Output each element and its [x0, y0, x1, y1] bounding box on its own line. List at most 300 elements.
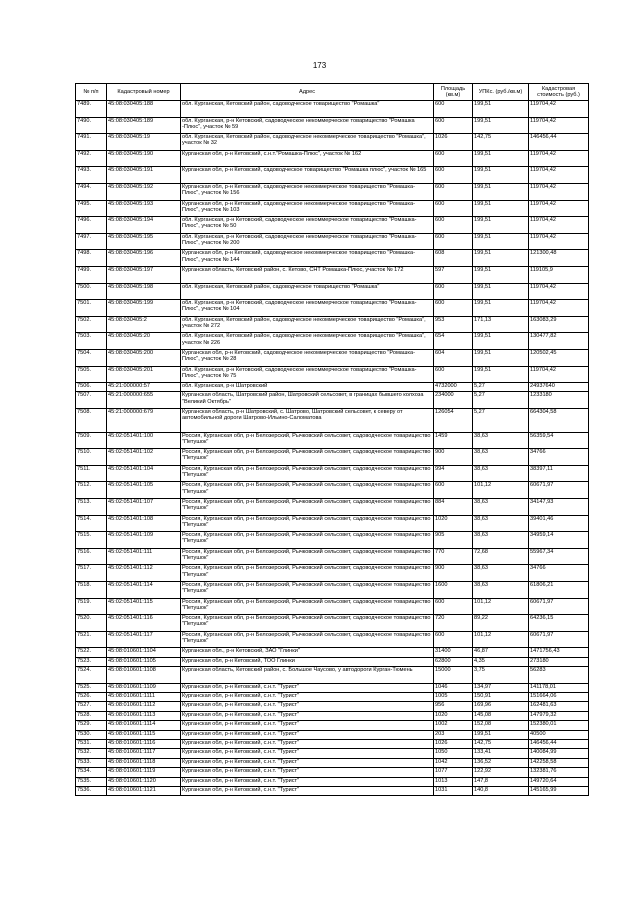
area: 4732000: [434, 383, 473, 392]
address: Курганская обл, р-н Кетовский, с.н.т. "Турист": [181, 786, 434, 795]
upks: 46,87: [473, 648, 529, 657]
table-row: [76, 615, 589, 632]
area: 1020: [434, 515, 473, 532]
table-header-row: [76, 84, 589, 101]
address: обл. Курганская, р-н Кетовский, садоводческое некоммерческое товарищество "Ромашка-Плюс", участок № 104: [181, 300, 434, 317]
row-num: 7516.: [76, 548, 107, 565]
cadastral-value: 119704,42: [529, 300, 589, 317]
upks: 38,63: [473, 432, 529, 449]
row-num: 7504.: [76, 349, 107, 366]
cadastral-number: 45:08:010601:1104: [107, 648, 181, 657]
table-row: [76, 167, 589, 184]
address: Курганская обл, р-н Кетовский, садоводческое некоммерческое товарищество "Ромашка-Плюс", участок № 28: [181, 349, 434, 366]
address: обл. Курганская, Кетовский район, садоводческое товарищество "Ромашка": [181, 283, 434, 300]
upks: 38,63: [473, 581, 529, 598]
upks: 3,75: [473, 667, 529, 684]
cadastral-value: 38397,11: [529, 465, 589, 482]
row-num: 7495.: [76, 200, 107, 217]
cadastral-value: 34766: [529, 565, 589, 582]
address: обл. Курганская, Кетовский район, садоводческое некоммерческое товарищество "Ромашка", участок № 226: [181, 333, 434, 350]
cadastral-value: 119704,42: [529, 366, 589, 383]
address: обл. Курганская, Кетовский район, садоводческое некоммерческое товарищество "Ромашка", участок № 272: [181, 316, 434, 333]
table-row: [76, 217, 589, 234]
table-row: [76, 667, 589, 684]
row-num: 7511.: [76, 465, 107, 482]
header-address: Адрес: [181, 84, 434, 101]
cadastral-value: 60671,97: [529, 631, 589, 648]
upks: 199,51: [473, 117, 529, 134]
upks: 169,96: [473, 702, 529, 711]
area: 1026: [434, 134, 473, 151]
cadastral-number: 45:02:051401:112: [107, 565, 181, 582]
upks: 5,27: [473, 409, 529, 433]
row-num: 7532.: [76, 749, 107, 758]
cadastral-value: 149720,64: [529, 777, 589, 786]
row-num: 7508.: [76, 409, 107, 433]
address: Курганская обл, р-н Кетовский, с.н.т. "Турист": [181, 768, 434, 777]
cadastral-number: 45:02:051401:100: [107, 432, 181, 449]
header-num: № п/п: [76, 84, 107, 101]
upks: 199,51: [473, 167, 529, 184]
table-row: [76, 702, 589, 711]
address: обл. Курганская, р-н Кетовский, садоводческое некоммерческое товарищество "Ромашка-Плюс", участок № 75: [181, 366, 434, 383]
area: 600: [434, 283, 473, 300]
table-row: [76, 250, 589, 267]
cadastral-value: 24937640: [529, 383, 589, 392]
cadastral-number: 45:08:010601:1105: [107, 657, 181, 666]
cadastral-number: 45:02:051401:114: [107, 581, 181, 598]
row-num: 7494.: [76, 183, 107, 200]
table-row: [76, 316, 589, 333]
area: 905: [434, 532, 473, 549]
table-row: [76, 349, 589, 366]
row-num: 7501.: [76, 300, 107, 317]
cadastral-value: 119704,42: [529, 117, 589, 134]
header-cadastral-number: Кадастровый номер: [107, 84, 181, 101]
area: 953: [434, 316, 473, 333]
area: 600: [434, 631, 473, 648]
area: 600: [434, 117, 473, 134]
area: 1026: [434, 740, 473, 749]
table-row: [76, 515, 589, 532]
cadastral-number: 45:08:030405:197: [107, 266, 181, 283]
row-num: 7492.: [76, 150, 107, 167]
row-num: 7489.: [76, 101, 107, 118]
table-row: [76, 758, 589, 767]
row-num: 7528.: [76, 711, 107, 720]
row-num: 7531.: [76, 740, 107, 749]
row-num: 7526.: [76, 693, 107, 702]
address: Курганская обл, р-н Кетовский, с.н.т. "Турист": [181, 693, 434, 702]
upks: 136,52: [473, 758, 529, 767]
area: 600: [434, 217, 473, 234]
cadastral-value: 34959,14: [529, 532, 589, 549]
upks: 199,51: [473, 150, 529, 167]
area: 600: [434, 183, 473, 200]
cadastral-number: 45:08:010601:1111: [107, 693, 181, 702]
cadastral-value: 119704,42: [529, 233, 589, 250]
row-num: 7524.: [76, 667, 107, 684]
address: Курганская область, Кетовский район, с. Большое Чаусово, у автодороги Курган-Тюмень: [181, 667, 434, 684]
table-row: [76, 631, 589, 648]
upks: 142,75: [473, 740, 529, 749]
area: 600: [434, 200, 473, 217]
row-num: 7520.: [76, 615, 107, 632]
upks: 171,13: [473, 316, 529, 333]
cadastral-value: 119105,9: [529, 266, 589, 283]
header-upks: УПКс. (руб./кв.м): [473, 84, 529, 101]
upks: 38,63: [473, 449, 529, 466]
row-num: 7509.: [76, 432, 107, 449]
cadastral-number: 45:02:051401:108: [107, 515, 181, 532]
row-num: 7507.: [76, 392, 107, 409]
address: Курганская обл, р-н Кетовский, ТОО Глинки: [181, 657, 434, 666]
cadastral-value: 140084,99: [529, 749, 589, 758]
cadastral-value: 142258,58: [529, 758, 589, 767]
area: 1050: [434, 749, 473, 758]
upks: 38,63: [473, 465, 529, 482]
area: 600: [434, 101, 473, 118]
area: 31400: [434, 648, 473, 657]
table-row: [76, 683, 589, 692]
cadastral-number: 45:08:030405:2: [107, 316, 181, 333]
table-row: [76, 449, 589, 466]
area: 600: [434, 482, 473, 499]
area: 1046: [434, 683, 473, 692]
cadastral-number: 45:08:030405:200: [107, 349, 181, 366]
table-row: [76, 183, 589, 200]
cadastral-number: 45:08:010601:1109: [107, 683, 181, 692]
address: Россия, Курганская обл, р-н Белозерский, Рычковский сельсовет, садоводческое товарищество "Петушок": [181, 515, 434, 532]
row-num: 7500.: [76, 283, 107, 300]
area: 654: [434, 333, 473, 350]
address: Курганская область, Кетовский район, с. Кетово, СНТ Ромашка-Плюс, участок № 172: [181, 266, 434, 283]
cadastral-value: 162481,63: [529, 702, 589, 711]
cadastral-value: 146456,44: [529, 134, 589, 151]
table-body: [76, 101, 589, 796]
cadastral-number: 45:08:030405:194: [107, 217, 181, 234]
upks: 38,63: [473, 532, 529, 549]
header-area: Площадь (кв.м): [434, 84, 473, 101]
cadastral-value: 34766: [529, 449, 589, 466]
area: 1005: [434, 693, 473, 702]
address: Россия, Курганская обл, р-н Белозерский, Рычковский сельсовет, садоводческое товарищество "Петушок": [181, 482, 434, 499]
cadastral-value: 119704,42: [529, 217, 589, 234]
upks: 38,63: [473, 498, 529, 515]
cadastral-number: 45:08:030405:199: [107, 300, 181, 317]
address: Россия, Курганская обл, р-н Белозерский, Рычковский сельсовет, садоводческое товарищество "Петушок": [181, 532, 434, 549]
address: Курганская обл, р-н Кетовский, с.н.т. "Турист": [181, 777, 434, 786]
address: Россия, Курганская обл, р-н Белозерский, Рычковский сельсовет, садоводческое товарищество "Петушок": [181, 581, 434, 598]
cadastral-number: 45:02:051401:116: [107, 615, 181, 632]
address: Россия, Курганская обл, р-н Белозерский, Рычковский сельсовет, садоводческое товарищество "Петушок": [181, 498, 434, 515]
row-num: 7522.: [76, 648, 107, 657]
area: 600: [434, 366, 473, 383]
cadastral-number: 45:21:000000:655: [107, 392, 181, 409]
upks: 101,12: [473, 482, 529, 499]
row-num: 7506.: [76, 383, 107, 392]
table-row: [76, 498, 589, 515]
area: 1042: [434, 758, 473, 767]
row-num: 7534.: [76, 768, 107, 777]
table-row: [76, 432, 589, 449]
table-row: [76, 333, 589, 350]
table-row: [76, 648, 589, 657]
upks: 199,51: [473, 730, 529, 739]
area: 1013: [434, 777, 473, 786]
row-num: 7499.: [76, 266, 107, 283]
table-row: [76, 532, 589, 549]
address: Курганская обл, р-н Кетовский, с.н.т. "Турист": [181, 721, 434, 730]
address: обл. Курганская, р-н Кетовский, садоводческое некоммерческое товарищество "Ромашка -Плюс", участок № 59: [181, 117, 434, 134]
table-row: [76, 721, 589, 730]
address: Курганская обл, р-н Кетовский, с.н.т. "Турист": [181, 749, 434, 758]
area: 604: [434, 349, 473, 366]
area: 1002: [434, 721, 473, 730]
table-row: [76, 366, 589, 383]
upks: 152,08: [473, 721, 529, 730]
row-num: 7536.: [76, 786, 107, 795]
table-row: [76, 657, 589, 666]
cadastral-value: 119704,42: [529, 167, 589, 184]
cadastral-value: 152380,01: [529, 721, 589, 730]
address: обл. Курганская, Кетовский район, садоводческое некоммерческое товарищество "Ромашка", участок № 32: [181, 134, 434, 151]
cadastral-value: 119704,42: [529, 283, 589, 300]
row-num: 7525.: [76, 683, 107, 692]
cadastral-value: 61806,21: [529, 581, 589, 598]
row-num: 7502.: [76, 316, 107, 333]
address: Россия, Курганская обл, р-н Белозерский, Рычковский сельсовет, садоводческое товарищество "Петушок": [181, 449, 434, 466]
table-row: [76, 598, 589, 615]
upks: 150,91: [473, 693, 529, 702]
address: Курганская область, р-н Шатровский, с. Шатрово, Шатровский сельсовет, к северу от автомобильной дороги Шатрово-Ильино-Саломатова: [181, 409, 434, 433]
table-row: [76, 383, 589, 392]
row-num: 7503.: [76, 333, 107, 350]
area: 956: [434, 702, 473, 711]
area: 203: [434, 730, 473, 739]
address: Курганская обл, р-н Кетовский, садоводческое некоммерческое товарищество "Ромашка-Плюс", участок № 103: [181, 200, 434, 217]
upks: 199,51: [473, 101, 529, 118]
address: обл. Курганская, р-н Кетовский, садоводческое некоммерческое товарищество "Ромашка-Плюс", участок № 50: [181, 217, 434, 234]
address: Россия, Курганская обл, р-н Белозерский, Рычковский сельсовет, садоводческое товарищество "Петушок": [181, 432, 434, 449]
row-num: 7514.: [76, 515, 107, 532]
cadastral-value: 121300,48: [529, 250, 589, 267]
cadastral-number: 45:21:000000:679: [107, 409, 181, 433]
row-num: 7510.: [76, 449, 107, 466]
cadastral-number: 45:08:010601:1114: [107, 721, 181, 730]
cadastral-value: 119704,42: [529, 183, 589, 200]
upks: 134,97: [473, 683, 529, 692]
cadastral-value: 40500: [529, 730, 589, 739]
row-num: 7530.: [76, 730, 107, 739]
upks: 89,22: [473, 615, 529, 632]
cadastral-value: 664304,58: [529, 409, 589, 433]
row-num: 7493.: [76, 167, 107, 184]
cadastral-number: 45:08:030405:198: [107, 283, 181, 300]
address: Курганская обл., р-н Кетовский, ЗАО "Глинки": [181, 648, 434, 657]
address: Курганская обл, р-н Кетовский, с.н.т. "Турист": [181, 730, 434, 739]
upks: 199,51: [473, 217, 529, 234]
area: 900: [434, 449, 473, 466]
page-number: 173: [312, 61, 327, 70]
address: Курганская обл, р-н Кетовский, садоводческое некоммерческое товарищество "Ромашка-Плюс", участок № 156: [181, 183, 434, 200]
cadastral-value: 273180: [529, 657, 589, 666]
cadastral-value: 34147,93: [529, 498, 589, 515]
table-row: [76, 283, 589, 300]
address: Курганская обл, р-н Кетовский, садоводческое товарищество "Ромашка плюс", участок № 165: [181, 167, 434, 184]
cadastral-value: 120502,45: [529, 349, 589, 366]
area: 597: [434, 266, 473, 283]
upks: 199,51: [473, 366, 529, 383]
address: обл. Курганская, р-н Шатровский: [181, 383, 434, 392]
address: Курганская обл, р-н Кетовский, с.н.т. "Турист": [181, 740, 434, 749]
table-row: [76, 565, 589, 582]
address: обл. Курганская, Кетовский район, садоводческое товарищество "Ромашка": [181, 101, 434, 118]
table-row: [76, 300, 589, 317]
table-row: [76, 749, 589, 758]
cadastral-number: 45:08:030405:192: [107, 183, 181, 200]
area: 600: [434, 598, 473, 615]
cadastral-number: 45:08:030405:201: [107, 366, 181, 383]
area: 234000: [434, 392, 473, 409]
row-num: 7515.: [76, 532, 107, 549]
table-row: [76, 730, 589, 739]
upks: 145,08: [473, 711, 529, 720]
upks: 147,8: [473, 777, 529, 786]
row-num: 7535.: [76, 777, 107, 786]
upks: 199,51: [473, 250, 529, 267]
area: 1031: [434, 786, 473, 795]
cadastral-number: 45:08:010601:1108: [107, 667, 181, 684]
cadastral-value: 151664,06: [529, 693, 589, 702]
table-row: [76, 266, 589, 283]
table-row: [76, 740, 589, 749]
row-num: 7513.: [76, 498, 107, 515]
row-num: 7533.: [76, 758, 107, 767]
upks: 72,68: [473, 548, 529, 565]
address: Курганская область, Шатровский район, Шатровский сельсовет, в границах бывшего колхоза "Великий Октябрь": [181, 392, 434, 409]
row-num: 7490.: [76, 117, 107, 134]
upks: 142,75: [473, 134, 529, 151]
upks: 199,51: [473, 183, 529, 200]
cadastral-value: 119704,42: [529, 101, 589, 118]
address: Россия, Курганская обл, р-н Белозерский, Рычковский сельсовет, садоводческое товарищество "Петушок": [181, 565, 434, 582]
area: 1600: [434, 581, 473, 598]
header-cadastral-value: Кадастровая стоимость (руб.): [529, 84, 589, 101]
table-row: [76, 768, 589, 777]
cadastral-number: 45:08:010601:1113: [107, 711, 181, 720]
row-num: 7527.: [76, 702, 107, 711]
cadastral-number: 45:08:010601:1121: [107, 786, 181, 795]
cadastral-number: 45:08:030405:191: [107, 167, 181, 184]
address: Курганская обл, р-н Кетовский, с.н.т. "Турист": [181, 702, 434, 711]
cadastral-number: 45:02:051401:115: [107, 598, 181, 615]
address: Курганская обл, р-н Кетовский, садоводческое некоммерческое товарищество "Ромашка-Плюс", участок № 144: [181, 250, 434, 267]
table-row: [76, 409, 589, 433]
row-num: 7529.: [76, 721, 107, 730]
cadastral-number: 45:08:010601:1116: [107, 740, 181, 749]
cadastral-number: 45:08:030405:190: [107, 150, 181, 167]
upks: 199,51: [473, 266, 529, 283]
cadastral-value: 119704,42: [529, 150, 589, 167]
cadastral-value: 64236,15: [529, 615, 589, 632]
cadastral-number: 45:02:051401:104: [107, 465, 181, 482]
cadastral-number: 45:08:030405:193: [107, 200, 181, 217]
upks: 101,12: [473, 598, 529, 615]
address: Россия, Курганская обл, р-н Белозерский, Рычковский сельсовет, садоводческое товарищество "Петушок": [181, 615, 434, 632]
upks: 199,51: [473, 233, 529, 250]
upks: 199,51: [473, 200, 529, 217]
address: обл. Курганская, р-н Кетовский, садоводческое некоммерческое товарищество "Ромашка-Плюс", участок № 200: [181, 233, 434, 250]
cadastral-number: 45:08:010601:1118: [107, 758, 181, 767]
cadastral-value: 147979,32: [529, 711, 589, 720]
cadastral-number: 45:08:030405:189: [107, 117, 181, 134]
cadastral-number: 45:08:030405:188: [107, 101, 181, 118]
upks: 199,51: [473, 349, 529, 366]
cadastral-number: 45:08:010601:1112: [107, 702, 181, 711]
row-num: 7512.: [76, 482, 107, 499]
area: 600: [434, 233, 473, 250]
row-num: 7498.: [76, 250, 107, 267]
table-row: [76, 581, 589, 598]
row-num: 7521.: [76, 631, 107, 648]
cadastral-number: 45:02:051401:111: [107, 548, 181, 565]
address: Россия, Курганская обл, р-н Белозерский, Рычковский сельсовет, садоводческое товарищество "Петушок": [181, 465, 434, 482]
cadastral-number: 45:02:051401:102: [107, 449, 181, 466]
row-num: 7523.: [76, 657, 107, 666]
upks: 122,92: [473, 768, 529, 777]
table-row: [76, 465, 589, 482]
upks: 5,27: [473, 392, 529, 409]
cadastral-value: 141178,01: [529, 683, 589, 692]
cadastral-number: 45:08:030405:196: [107, 250, 181, 267]
row-num: 7491.: [76, 134, 107, 151]
table-row: [76, 548, 589, 565]
cadastral-value: 119704,42: [529, 200, 589, 217]
cadastral-value: 39401,46: [529, 515, 589, 532]
area: 600: [434, 167, 473, 184]
row-num: 7497.: [76, 233, 107, 250]
cadastral-number: 45:08:030405:195: [107, 233, 181, 250]
table-row: [76, 693, 589, 702]
upks: 38,63: [473, 515, 529, 532]
upks: 199,51: [473, 333, 529, 350]
row-num: 7505.: [76, 366, 107, 383]
table-row: [76, 711, 589, 720]
address: Россия, Курганская обл, р-н Белозерский, Рычковский сельсовет, садоводческое товарищество "Петушок": [181, 631, 434, 648]
area: 600: [434, 150, 473, 167]
address: Курганская обл, р-н Кетовский, с.н.т. "Турист": [181, 683, 434, 692]
cadastral-value: 1233180: [529, 392, 589, 409]
cadastral-value: 130477,82: [529, 333, 589, 350]
upks: 101,12: [473, 631, 529, 648]
area: 1077: [434, 768, 473, 777]
upks: 38,63: [473, 565, 529, 582]
cadastral-value: 56359,54: [529, 432, 589, 449]
area: 1020: [434, 711, 473, 720]
cadastral-value: 1471756,43: [529, 648, 589, 657]
upks: 133,41: [473, 749, 529, 758]
cadastral-number: 45:08:030405:20: [107, 333, 181, 350]
address: Курганская обл, р-н Кетовский, с.н.т. "Турист": [181, 758, 434, 767]
cadastral-number: 45:02:051401:117: [107, 631, 181, 648]
cadastral-number: 45:02:051401:105: [107, 482, 181, 499]
upks: 199,51: [473, 283, 529, 300]
cadastral-value: 55967,34: [529, 548, 589, 565]
area: 126054: [434, 409, 473, 433]
table-row: [76, 200, 589, 217]
cadastral-value: 56283: [529, 667, 589, 684]
